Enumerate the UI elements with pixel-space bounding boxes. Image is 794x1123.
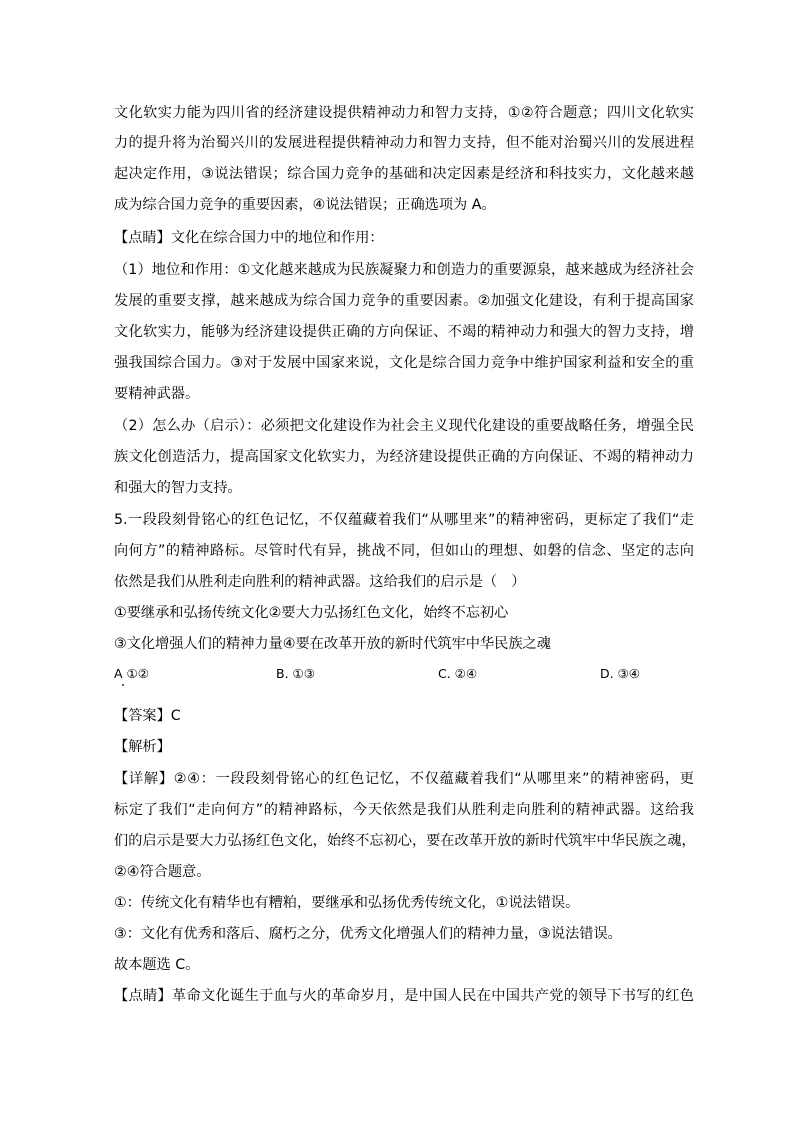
paragraph-line: 成为综合国力竞争的重要因素，④说法错误；正确选项为 A。 [114,197,496,213]
paragraph-line: ③：文化有优秀和落后、腐朽之分，优秀文化增强人们的精神力量，③说法错误。 [114,926,622,942]
paragraph-line: 们的启示是要大力弘扬红色文化，始终不忘初心，要在改革开放的新时代筑牢中华民族之魂， [114,833,696,849]
question-statement: ①要继承和弘扬传统文化②要大力弘扬红色文化，始终不忘初心 [114,605,509,621]
question-stem: 依然是我们从胜利走向胜利的精神武器。这给我们的启示是（ ） [114,574,526,590]
paragraph-line: 文化软实力能为四川省的经济建设提供精神动力和智力支持，①②符合题意；四川文化软实 [114,105,694,121]
paragraph-line: ①：传统文化有精华也有糟粕，要继承和弘扬优秀传统文化，①说法错误。 [114,895,580,911]
option-b: B. ①③ [276,666,315,681]
paragraph-line: 文化软实力，能够为经济建设提供正确的方向保证、不竭的精神动力和强大的智力支持，增 [114,324,694,340]
paragraph-line: 强我国综合国力。③对于发展中国家来说，文化是综合国力竞争中维护国家利益和安全的重 [114,355,694,371]
answer-label: 【答案】C [114,708,181,724]
option-c: C. ②④ [438,666,478,681]
paragraph-line: 发展的重要支撑，越来越成为综合国力竞争的重要因素。②加强文化建设，有利于提高国家 [114,293,694,309]
paragraph-line: 族文化创造活力，提高国家文化软实力，为经济建设提供正确的方向保证、不竭的精神动力 [114,449,694,465]
paragraph-line: 【点睛】革命文化诞生于血与火的革命岁月，是中国人民在中国共产党的领导下书写的红色 [114,988,694,1004]
paragraph-line: 力的提升将为治蜀兴川的发展进程提供精神动力和智力支持，但不能对治蜀兴川的发展进程 [114,135,694,151]
paragraph-line: 要精神武器。 [114,386,200,402]
stray-dot [122,684,124,686]
option-a: A ①② [114,666,149,681]
paragraph-line: （1）地位和作用：①文化越来越成为民族凝聚力和创造力的重要源泉，越来越成为经济社会 [114,262,694,278]
paragraph-line: ②④符合题意。 [114,864,211,880]
paragraph-line: 起决定作用，③说法错误；综合国力竞争的基础和决定因素是经济和科技实力，文化越来越 [114,166,694,182]
paragraph-line: （2）怎么办（启示）：必须把文化建设作为社会主义现代化建设的重要战略任务，增强全民 [114,418,694,434]
question-stem: 5.一段段刻骨铭心的红色记忆，不仅蕴藏着我们“从哪里来”的精神密码，更标定了我们“走 [114,512,694,528]
paragraph-line: 【详解】②④：一段段刻骨铭心的红色记忆，不仅蕴藏着我们“从哪里来”的精神密码，更 [114,771,694,787]
analysis-label: 【解析】 [114,739,171,755]
paragraph-line: 故本题选 C。 [114,957,200,973]
paragraph-line: 标定了我们“走向何方”的精神路标，今天依然是我们从胜利走向胜利的精神武器。这给我 [114,802,694,818]
key-point-heading: 【点睛】文化在综合国力中的地位和作用： [114,230,384,246]
question-stem: 向何方”的精神路标。尽管时代有异，挑战不同，但如山的理想、如磐的信念、坚定的志向 [114,543,694,559]
paragraph-line: 和强大的智力支持。 [114,480,242,496]
question-statement: ③文化增强人们的精神力量④要在改革开放的新时代筑牢中华民族之魂 [114,636,551,652]
option-d: D. ③④ [600,666,640,681]
